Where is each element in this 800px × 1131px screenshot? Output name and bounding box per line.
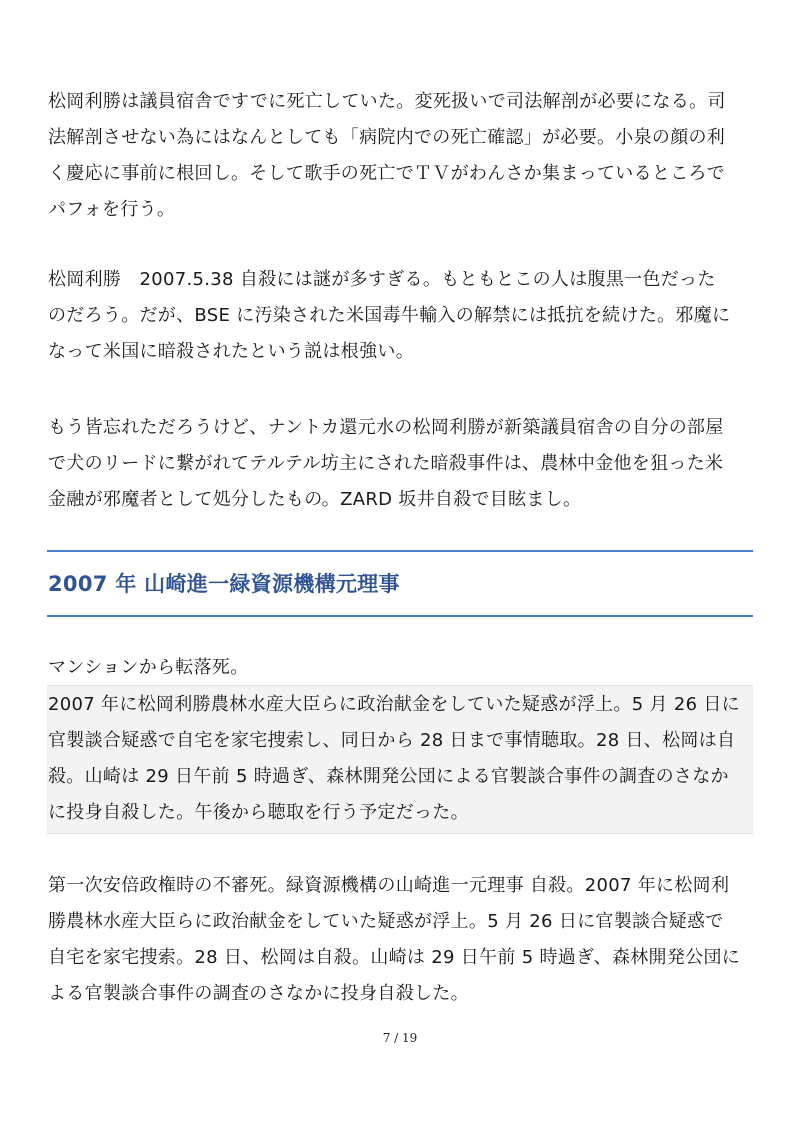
quote-block (47, 685, 753, 834)
section-intro: マンションから転落死。 (48, 657, 249, 678)
page-number: 7 / 19 (382, 1031, 418, 1045)
paragraph-assassination-theory: もう皆忘れただろうけど、ナントカ還元水の松岡利勝が新築議員宿舎の自分の部屋 で犬のリードに繋がれてテルテル坊主にされた暗殺事件は、農林中金他を狙った米 金融が邪魔者として処分したもの。ZARD 坂井自殺で目眩まし。 (48, 417, 724, 510)
section-heading: 2007 年 山崎進一緑資源機構元理事 (48, 572, 400, 596)
paragraph-matsuoka-suicide-mystery: 松岡利勝 2007.5.38 自殺には謎が多すぎる。もともとこの人は腹黒一色だった のだろう。だが、BSE に汚染された米国毒牛輸入の解禁には抵抗を続けた。邪魔に なって米国に暗殺されたという説は根強い。 (48, 269, 731, 362)
heading-rule-top (47, 550, 753, 552)
heading-rule-bottom (47, 615, 753, 617)
quote-text: 2007 年に松岡利勝農林水産大臣らに政治献金をしていた疑惑が浮上。5 月 26 日に 官製談合疑惑で自宅を家宅捜索し、同日から 28 日まで事情聴取。28 日、松岡は自 殺。山崎は 29 日午前 5 時過ぎ、森林開発公団による官製談合事件の調査のさなか に投身自殺した。午後から聴取を行う予定だった。 (48, 694, 740, 823)
paragraph-matsuoka-death: 松岡利勝は議員宿舎ですでに死亡していた。変死扱いで司法解剖が必要になる。司 法解剖させない為にはなんとしても「病院内での死亡確認」が必要。小泉の顔の利 く慶応に事前に根回し。そして歌手の死亡でＴＶがわんさか集まっているところで パフォを行う。 (48, 91, 726, 220)
section-body: 第一次安倍政権時の不審死。緑資源機構の山崎進一元理事 自殺。2007 年に松岡利 勝農林水産大臣らに政治献金をしていた疑惑が浮上。5 月 26 日に官製談合疑惑で 自宅を家宅捜索。28 日、松岡は自殺。山崎は 29 日午前 5 時過ぎ、森林開発公団に よる官製談合事件の調査のさなかに投身自殺した。 (48, 875, 741, 1004)
